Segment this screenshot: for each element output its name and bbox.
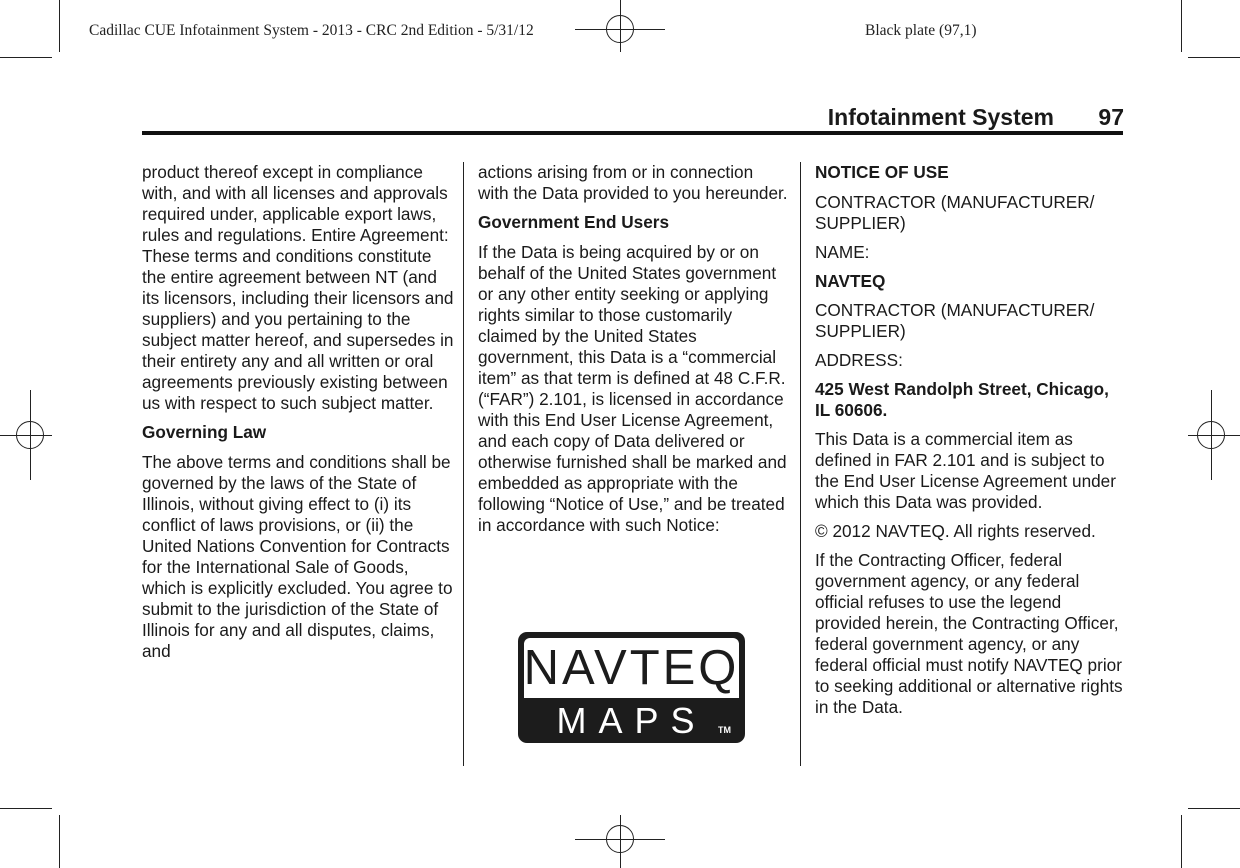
paragraph: This Data is a commercial item as defined in FAR 2.101 and is subject to the End User License Agreement under which this Data was provided. (815, 429, 1116, 512)
crop-mark (1188, 808, 1240, 809)
crop-mark (59, 0, 60, 52)
registration-mark-line (620, 0, 621, 52)
paragraph: If the Data is being acquired by or on behalf of the United States government or any other entity seeking or applying rights similar to those customarily claimed by the United States government, this Data is a “commercial item” as that term is defined at 48 C.F.R. (“FAR”) 2.101, is licensed in accordance with this End User License Agreement, and each copy of Data delivered or otherwise furnished shall be marked and embedded as appropriate with the following “Notice of Use,” and be treated in accordance with such Notice: (478, 242, 787, 535)
crop-mark (59, 815, 60, 868)
paragraph: actions arising from or in connection with the Data provided to you hereunder. (478, 162, 788, 203)
column-1 (142, 162, 454, 670)
slug-document-id: Cadillac CUE Infotainment System - 2013 - CRC 2nd Edition - 5/31/12 (89, 22, 534, 39)
page-number: 97 (1098, 104, 1124, 130)
crop-mark (1181, 815, 1182, 868)
name-value: NAVTEQ (815, 271, 886, 291)
logo-top-text: NAVTEQ (524, 638, 739, 698)
address-value: 425 West Randolph Street, Chicago, IL 60606. (815, 379, 1109, 420)
paragraph: If the Contracting Officer, federal government agency, or any federal official refuses to use the legend provided herein, the Contracting Officer, federal government agency, or any federal official must notify NAVTEQ prior to seeking additional or alternative rights in the Data. (815, 550, 1123, 717)
heading-notice-of-use: NOTICE OF USE (815, 162, 949, 182)
contractor-label: CONTRACTOR (MANUFACTURER/ SUPPLIER) (815, 192, 1095, 233)
header-rule (142, 131, 1123, 135)
heading-governing-law: Governing Law (142, 422, 267, 442)
paragraph: The above terms and conditions shall be governed by the laws of the State of Illinois, without giving effect to (i) its conflict of laws provisions, or (ii) the United Nations Convention for Contracts for the International Sale of Goods, which is explicitly excluded. You agree to submit to the jurisdiction of the State of Illinois for any and all disputes, claims, and (142, 452, 453, 661)
slug-plate: Black plate (97,1) (865, 22, 977, 39)
navteq-maps-logo (518, 632, 745, 743)
crop-mark (0, 808, 52, 809)
column-divider (463, 162, 464, 766)
registration-mark-line (1188, 435, 1240, 436)
copyright-notice: © 2012 NAVTEQ. All rights reserved. (815, 521, 1096, 541)
logo-bottom-text: MAPS (556, 700, 707, 741)
registration-mark-line (1211, 390, 1212, 480)
name-label: NAME: (815, 242, 870, 262)
crop-mark (0, 57, 52, 58)
column-divider (800, 162, 801, 766)
section-title: Infotainment System (827, 104, 1054, 130)
logo-trademark: TM (718, 725, 731, 735)
registration-mark-line (620, 815, 621, 868)
registration-mark-line (0, 435, 52, 436)
column-2 (478, 162, 788, 544)
crop-mark (1188, 57, 1240, 58)
crop-mark (1181, 0, 1182, 52)
column-3 (815, 162, 1127, 726)
contractor-label: CONTRACTOR (MANUFACTURER/ SUPPLIER) (815, 300, 1095, 341)
paragraph: product thereof except in compliance with, and with all licenses and approvals required under, applicable export laws, rules and regulations. Entire Agreement: These terms and conditions constitute the entire agreement between NT (and its licensors, including their licensors and suppliers) and you pertaining to the subject matter hereof, and supersedes in their entirety any and all written or oral agreements previously existing between us with respect to such subject matter. (142, 162, 454, 413)
registration-mark-line (30, 390, 31, 480)
heading-government-end-users: Government End Users (478, 212, 670, 232)
address-label: ADDRESS: (815, 350, 903, 370)
